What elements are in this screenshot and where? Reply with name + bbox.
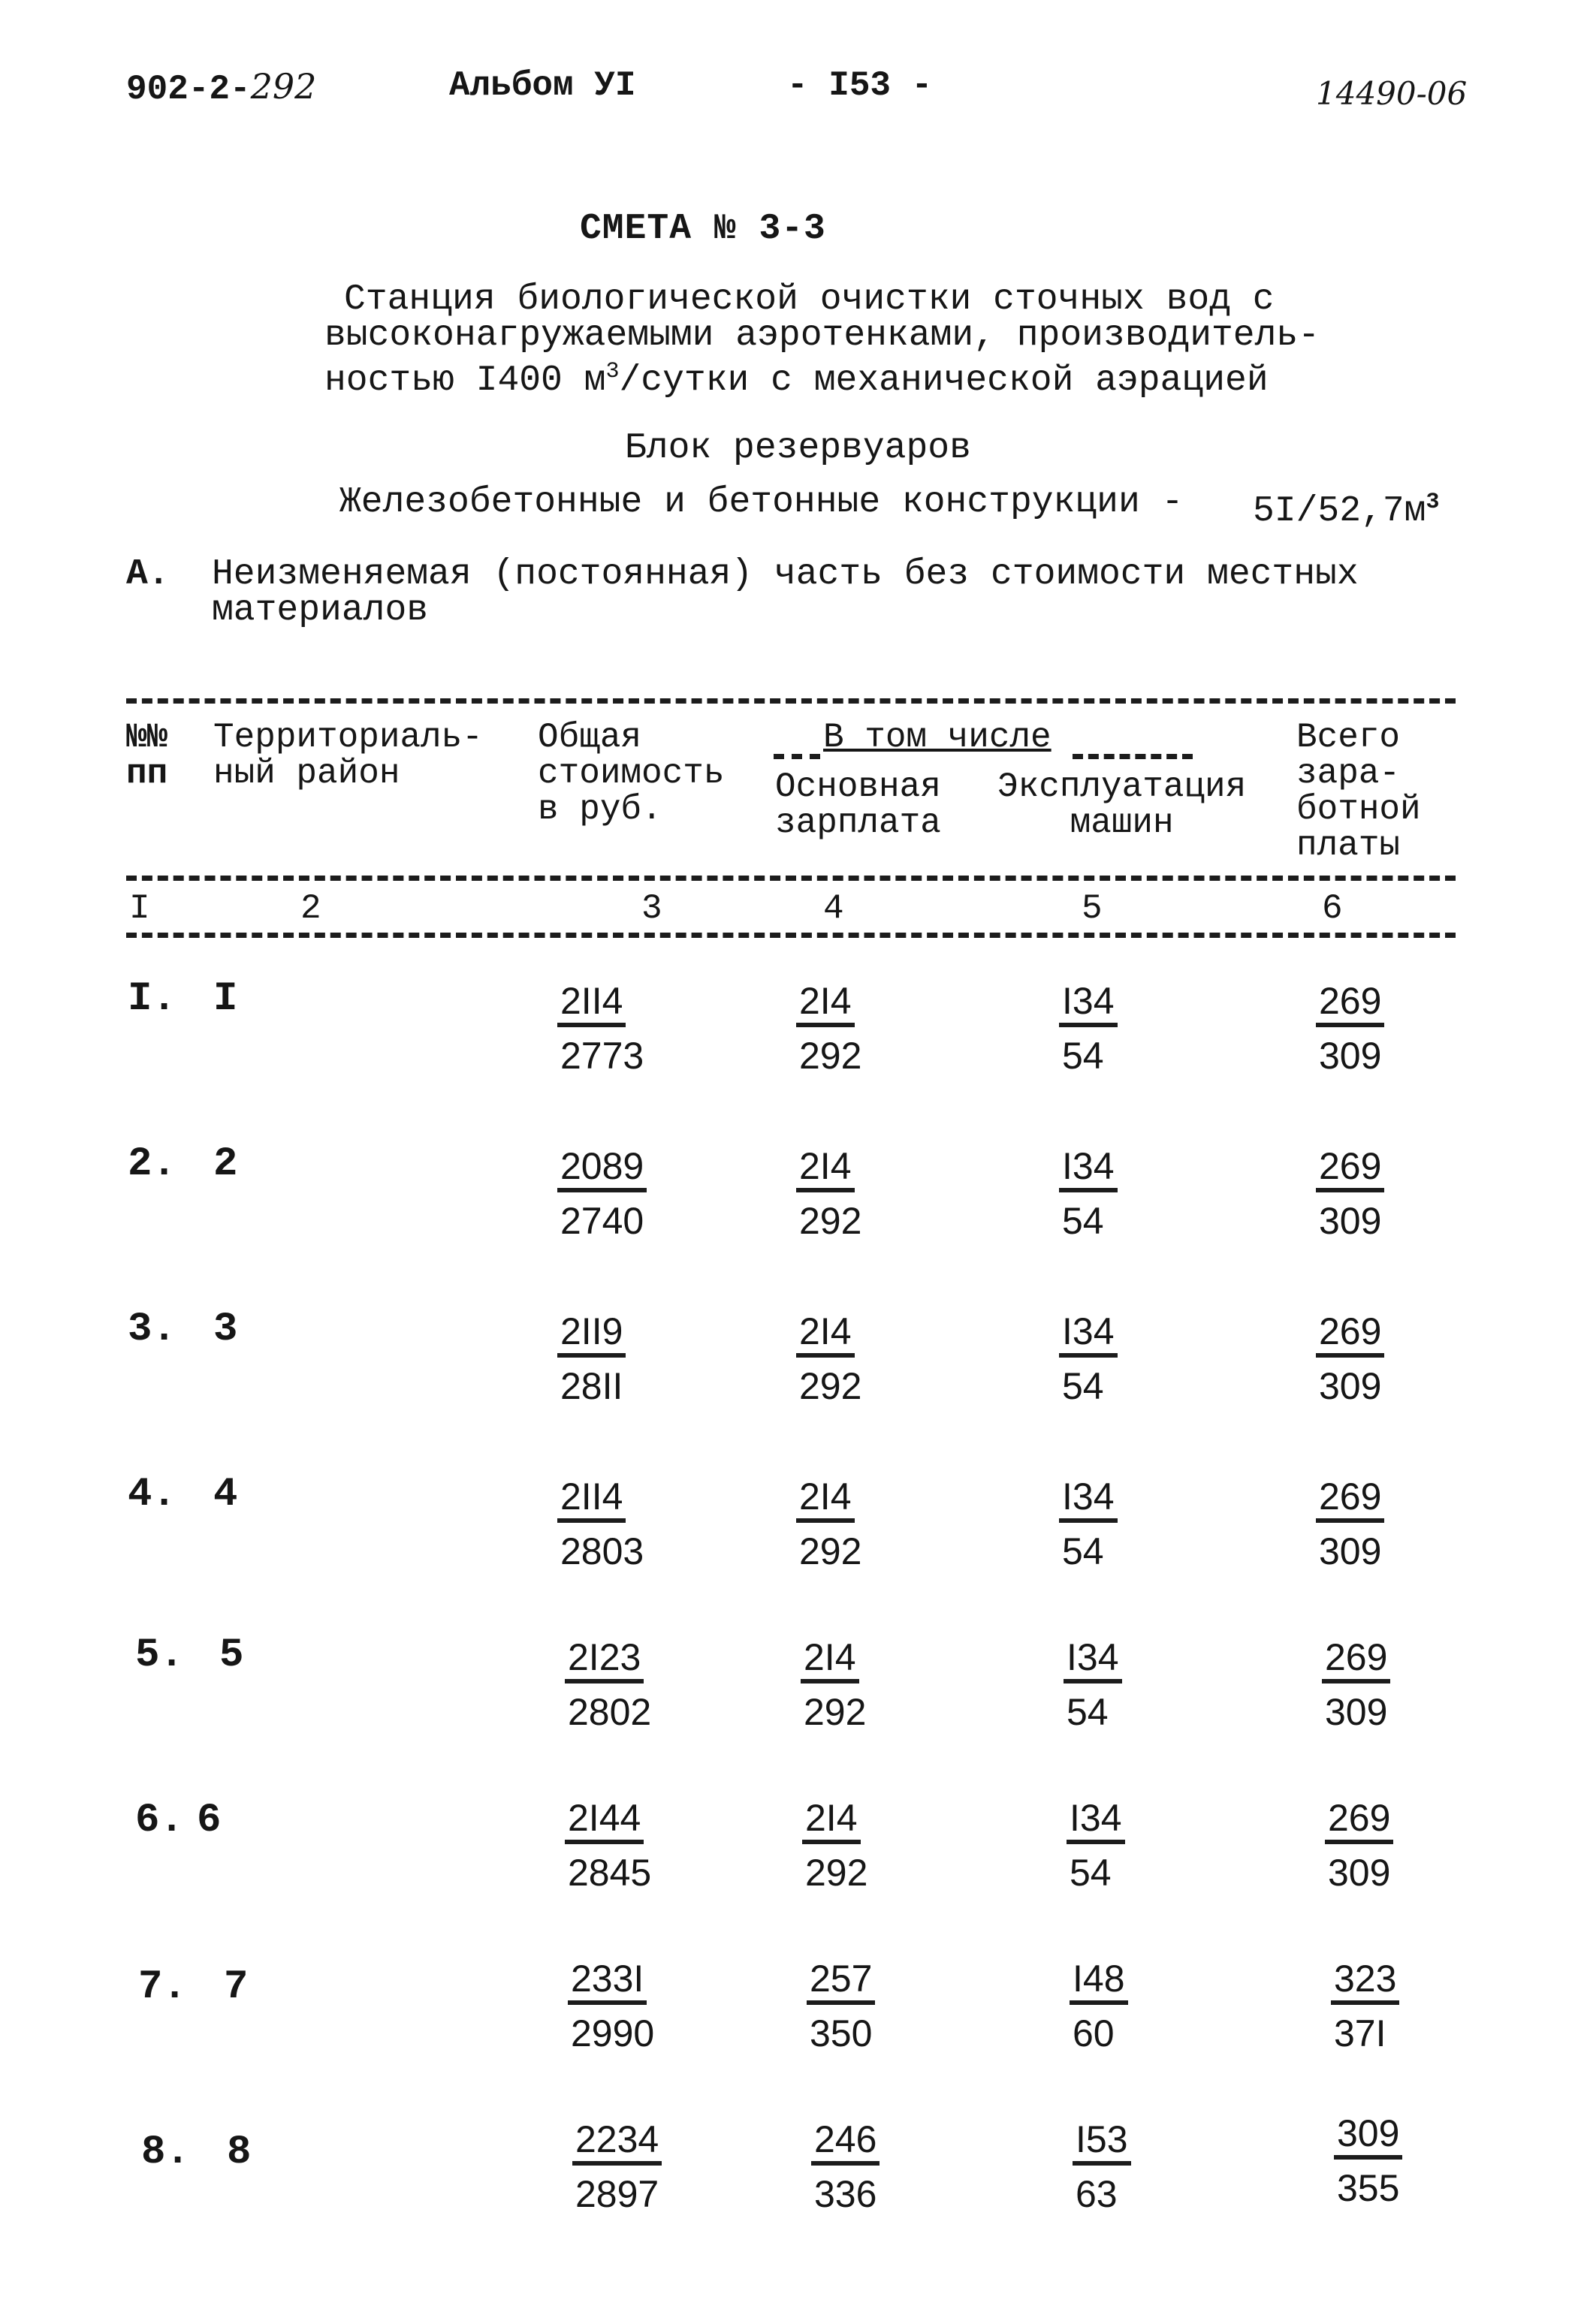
album-label: Альбом УI: [449, 66, 636, 105]
section-a-line-1: Неизменяемая (постоянная) часть без стоимости местных: [212, 554, 1359, 595]
description-line-1: Станция биологической очистки сточных вод с: [344, 279, 1275, 320]
document-code-printed: 902-2-: [126, 70, 251, 109]
row-number: 8.: [141, 2130, 190, 2175]
machine-operation-cell: $\frac{I34}{54}$: [1064, 1635, 1122, 1733]
row-number: 2.: [128, 1141, 177, 1187]
construction-label: Железобетонные и бетонные конструкции -: [339, 482, 1184, 523]
row-region: 7: [224, 1964, 249, 2010]
row-region: 5: [219, 1632, 244, 1678]
row-region: 3: [213, 1307, 238, 1352]
colnum-3: 3: [641, 889, 662, 928]
header-col-region: Территориаль- ный район: [213, 718, 483, 793]
header-col-total-cost: Общая стоимость в руб.: [538, 718, 725, 829]
row-region: 6: [197, 1798, 222, 1843]
row-region: 2: [213, 1141, 238, 1187]
total-wages-cell: $\frac{309}{355}$: [1334, 2111, 1402, 2209]
header-group-rule-right: [1073, 754, 1193, 759]
base-salary-cell: $\frac{2I4}{292}$: [801, 1635, 866, 1733]
base-salary-cell: $\frac{2I4}{292}$: [802, 1796, 867, 1894]
archive-number: 14490-06: [1316, 75, 1468, 112]
base-salary-cell: $\frac{2I4}{292}$: [796, 979, 861, 1077]
machine-operation-cell: $\frac{I48}{60}$: [1070, 1957, 1128, 2054]
row-number: 6.: [135, 1798, 184, 1843]
header-group-rule-left: [774, 754, 820, 759]
section-marker: А.: [126, 554, 170, 595]
header-col-base-salary: Основная зарплата: [775, 767, 941, 842]
description-line-3: ностью I400 $м^3$/сутки с механической аэрацией: [324, 359, 1269, 401]
total-cost-cell: $\frac{2II4}{2803}$: [557, 1475, 644, 1572]
header-col-machine-operation: Эксплуатация машин: [997, 767, 1247, 842]
base-salary-cell: $\frac{2I4}{292}$: [796, 1475, 861, 1572]
machine-operation-cell: $\frac{I34}{54}$: [1059, 1475, 1118, 1572]
machine-operation-cell: $\frac{I34}{54}$: [1059, 1144, 1118, 1242]
machine-operation-cell: $\frac{I34}{54}$: [1067, 1796, 1125, 1894]
construction-volume: $5I/52,7м^3$: [1253, 490, 1440, 532]
colnum-5: 5: [1082, 889, 1103, 928]
row-number: 7.: [138, 1964, 187, 2010]
base-salary-cell: $\frac{2I4}{292}$: [796, 1310, 861, 1407]
base-salary-cell: $\frac{2I4}{292}$: [796, 1144, 861, 1242]
total-cost-cell: $\frac{2II9}{28II}$: [557, 1310, 626, 1407]
total-cost-cell: $\frac{2I23}{2802}$: [565, 1635, 651, 1733]
table-top-rule: [126, 698, 1456, 704]
row-region: 4: [213, 1472, 238, 1518]
block-name: Блок резервуаров: [625, 428, 971, 469]
total-wages-cell: $\frac{269}{309}$: [1325, 1796, 1393, 1894]
total-cost-cell: $\frac{2I44}{2845}$: [565, 1796, 651, 1894]
total-cost-cell: $\frac{2089}{2740}$: [557, 1144, 647, 1242]
section-a-line-2: материалов: [212, 590, 429, 631]
machine-operation-cell: $\frac{I53}{63}$: [1073, 2118, 1131, 2215]
total-wages-cell: $\frac{269}{309}$: [1316, 979, 1384, 1077]
machine-operation-cell: $\frac{I34}{54}$: [1059, 1310, 1118, 1407]
total-wages-cell: $\frac{269}{309}$: [1316, 1310, 1384, 1407]
colnum-4: 4: [823, 889, 844, 928]
row-number: 3.: [128, 1307, 177, 1352]
document-code: [126, 66, 316, 109]
total-wages-cell: $\frac{269}{309}$: [1316, 1475, 1384, 1572]
total-cost-cell: $\frac{233I}{2990}$: [568, 1957, 654, 2054]
colnum-1: I: [129, 889, 150, 928]
machine-operation-cell: $\frac{I34}{54}$: [1059, 979, 1118, 1077]
base-salary-cell: $\frac{257}{350}$: [807, 1957, 875, 2054]
colnum-6: 6: [1322, 889, 1343, 928]
colnum-bottom-rule: [126, 933, 1456, 938]
row-region: 8: [227, 2130, 252, 2175]
description-line-2: высоконагружаемыми аэротенками, производитель-: [324, 315, 1320, 356]
estimate-title: СМЕТА № 3-3: [580, 209, 826, 249]
colnum-2: 2: [300, 889, 321, 928]
header-bottom-rule: [126, 876, 1456, 881]
total-wages-cell: $\frac{323}{37I}$: [1331, 1957, 1399, 2054]
header-col-total-wages: Всего зара- ботной платы: [1296, 718, 1421, 865]
row-region: I: [213, 976, 238, 1022]
page-number: - I53 -: [787, 66, 933, 105]
document-code-handwritten: 292: [250, 66, 317, 107]
total-cost-cell: $\frac{2234}{2897}$: [572, 2118, 662, 2215]
header-col-number: №№ пп: [126, 718, 168, 793]
row-number: 4.: [128, 1472, 177, 1518]
base-salary-cell: $\frac{246}{336}$: [811, 2118, 880, 2215]
row-number: 5.: [135, 1632, 184, 1678]
row-number: I.: [128, 976, 177, 1022]
total-wages-cell: $\frac{269}{309}$: [1316, 1144, 1384, 1242]
header-group-including: В том числе: [823, 718, 1051, 757]
total-wages-cell: $\frac{269}{309}$: [1322, 1635, 1390, 1733]
total-cost-cell: $\frac{2II4}{2773}$: [557, 979, 644, 1077]
